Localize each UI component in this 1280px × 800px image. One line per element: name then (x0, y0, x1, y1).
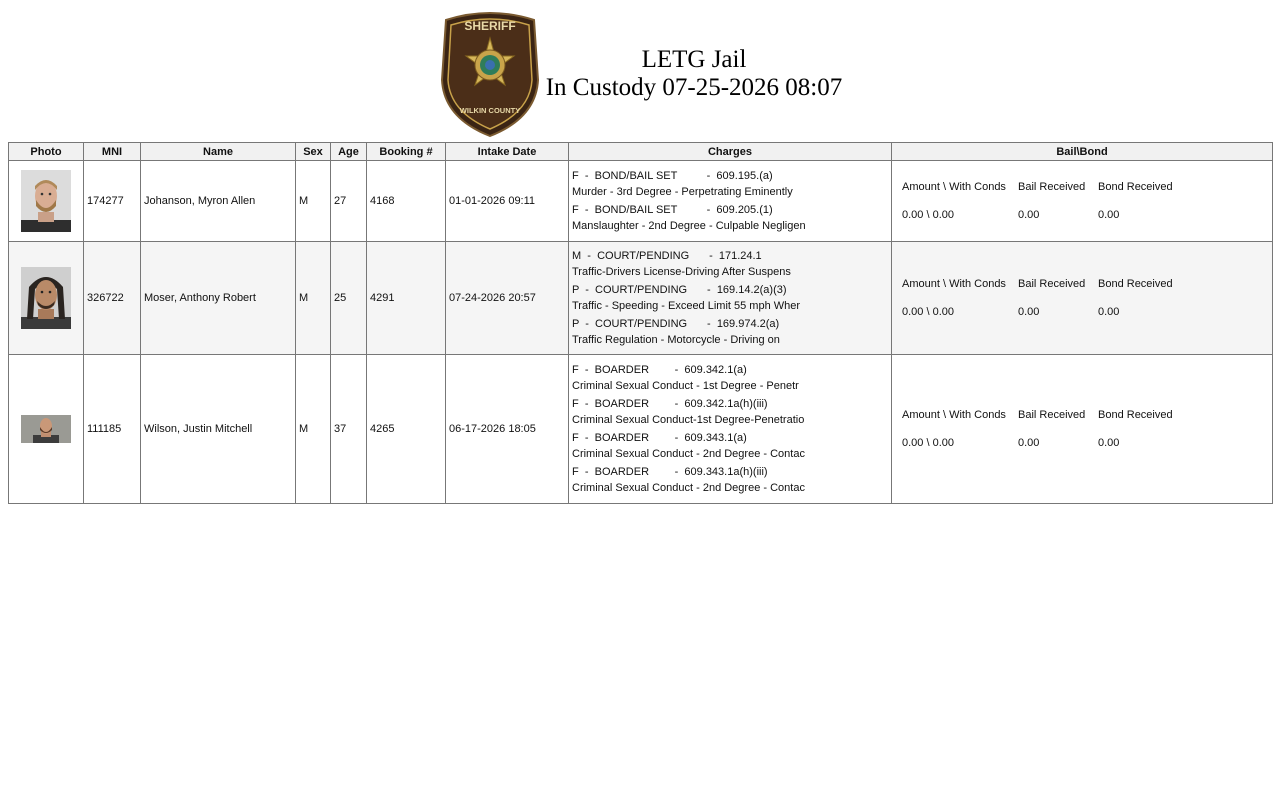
charge-level: M (572, 250, 582, 262)
amount-value: 0.00 \ 0.00 (902, 306, 955, 318)
bond-received-label: Bond Received (1098, 278, 1173, 290)
charges-cell (569, 161, 892, 242)
intake-date-cell: 01-01-2026 09:11 (446, 161, 569, 242)
charge-description: Criminal Sexual Conduct-1st Degree-Penetratio (572, 414, 805, 426)
charge-status: BOARDER (594, 398, 650, 410)
table-header-row (9, 143, 1273, 161)
badge-county-text: WILKIN COUNTY (459, 106, 521, 115)
photo-cell (9, 242, 84, 355)
page-title: LETG Jail (641, 46, 747, 73)
name-cell[interactable]: Johanson, Myron Allen (141, 161, 296, 242)
charge-description: Traffic-Drivers License-Driving After Suspens (572, 266, 791, 278)
charge-status: BOND/BAIL SET (594, 170, 678, 182)
amount-value: 0.00 \ 0.00 (902, 209, 955, 221)
bond-received-value: 0.00 (1098, 306, 1120, 318)
charge-description: Traffic - Speeding - Exceed Limit 55 mph Wher (572, 300, 801, 312)
col-header-photo: Photo (9, 143, 84, 161)
amount-label: Amount \ With Conds (902, 181, 1006, 193)
mni-cell: 174277 (84, 161, 141, 242)
bail-received-label: Bail Received (1018, 409, 1086, 421)
amount: 0.00 (902, 306, 924, 318)
charge-statute: 171.24.1 (718, 250, 762, 262)
booking-cell: 4265 (367, 355, 446, 504)
table-row (9, 161, 1273, 242)
amount: 0.00 (902, 209, 924, 221)
col-header-mni: MNI (84, 143, 141, 161)
page-header (0, 8, 1280, 140)
charge-description: Criminal Sexual Conduct - 2nd Degree - Contac (572, 482, 805, 494)
bail-bond-cell (892, 242, 1273, 355)
charge-statute: 609.343.1(a) (684, 432, 747, 444)
age-cell: 25 (331, 242, 367, 355)
booking-cell: 4168 (367, 161, 446, 242)
charge-level: P (572, 284, 580, 296)
charge-statute: 609.205.(1) (716, 204, 773, 216)
bond-received-label: Bond Received (1098, 409, 1173, 421)
bail-bond-cell (892, 355, 1273, 504)
charge-item: F - BOARDER - 609.343.1(a) Criminal Sexual Conduct - 2nd Degree - Contac (572, 429, 888, 463)
charge-description: Criminal Sexual Conduct - 2nd Degree - Contac (572, 448, 805, 460)
charge-description: Manslaughter - 2nd Degree - Culpable Negligen (572, 220, 806, 232)
charge-status: BOARDER (594, 466, 650, 478)
col-header-name: Name (141, 143, 296, 161)
booking-cell: 4291 (367, 242, 446, 355)
bond-received-value: 0.00 (1098, 437, 1120, 449)
charge-item: F - BOARDER - 609.343.1a(h)(iii) Criminal Sexual Conduct - 2nd Degree - Contac (572, 463, 888, 497)
col-header-booking: Booking # (367, 143, 446, 161)
intake-date-cell: 07-24-2026 20:57 (446, 242, 569, 355)
with-conds: 0.00 (932, 209, 955, 221)
charge-item: P - COURT/PENDING - 169.14.2(a)(3) Traffic - Speeding - Exceed Limit 55 mph Wher (572, 281, 888, 315)
charge-description: Murder - 3rd Degree - Perpetrating Eminently (572, 186, 793, 198)
inmate-photo[interactable] (21, 267, 71, 329)
photo-cell (9, 161, 84, 242)
charge-statute: 609.343.1a(h)(iii) (684, 466, 768, 478)
bail-received-value: 0.00 (1018, 209, 1040, 221)
charges-cell (569, 242, 892, 355)
charges-cell (569, 355, 892, 504)
badge-sheriff-text: SHERIFF (464, 19, 516, 33)
with-conds: 0.00 (932, 437, 955, 449)
charge-item: M - COURT/PENDING - 171.24.1 Traffic-Drivers License-Driving After Suspens (572, 247, 888, 281)
inmate-photo[interactable] (21, 415, 71, 443)
table-row (9, 355, 1273, 504)
age-cell: 27 (331, 161, 367, 242)
charge-level: P (572, 318, 580, 330)
page-subtitle: In Custody 07-25-2026 08:07 (545, 74, 843, 101)
amount: 0.00 (902, 437, 924, 449)
charge-level: F (572, 432, 579, 444)
charge-status: BOARDER (594, 364, 650, 376)
charge-item: P - COURT/PENDING - 169.974.2(a) Traffic Regulation - Motorcycle - Driving on (572, 315, 888, 349)
amount-value: 0.00 \ 0.00 (902, 437, 955, 449)
table-row (9, 242, 1273, 355)
charge-level: F (572, 170, 579, 182)
title-block (544, 46, 844, 102)
photo-cell (9, 355, 84, 504)
charge-description: Traffic Regulation - Motorcycle - Driving on (572, 334, 780, 346)
intake-date-cell: 06-17-2026 18:05 (446, 355, 569, 504)
sex-cell: M (296, 242, 331, 355)
charge-status: COURT/PENDING (595, 284, 688, 296)
with-conds: 0.00 (932, 306, 955, 318)
age-cell: 37 (331, 355, 367, 504)
bond-received-label: Bond Received (1098, 181, 1173, 193)
mni-cell: 326722 (84, 242, 141, 355)
charge-status: COURT/PENDING (595, 318, 688, 330)
bail-received-label: Bail Received (1018, 181, 1086, 193)
amount-label: Amount \ With Conds (902, 409, 1006, 421)
amount-label: Amount \ With Conds (902, 278, 1006, 290)
charge-level: F (572, 204, 579, 216)
col-header-sex: Sex (296, 143, 331, 161)
bail-received-label: Bail Received (1018, 278, 1086, 290)
charge-level: F (572, 364, 579, 376)
charge-statute: 169.974.2(a) (716, 318, 780, 330)
inmate-roster-table (8, 142, 1273, 504)
col-header-age: Age (331, 143, 367, 161)
bail-received-value: 0.00 (1018, 437, 1040, 449)
charge-item: F - BOARDER - 609.342.1(a) Criminal Sexual Conduct - 1st Degree - Penetr (572, 361, 888, 395)
charge-level: F (572, 466, 579, 478)
charge-level: F (572, 398, 579, 410)
charge-status: BOND/BAIL SET (594, 204, 678, 216)
col-header-intake-date: Intake Date (446, 143, 569, 161)
charge-item: F - BOARDER - 609.342.1a(h)(iii) Criminal Sexual Conduct-1st Degree-Penetratio (572, 395, 888, 429)
bail-received-value: 0.00 (1018, 306, 1040, 318)
sex-cell: M (296, 355, 331, 504)
sex-cell: M (296, 161, 331, 242)
charge-status: BOARDER (594, 432, 650, 444)
bail-bond-cell (892, 161, 1273, 242)
charge-statute: 169.14.2(a)(3) (716, 284, 787, 296)
sheriff-badge-logo (440, 10, 540, 138)
charge-statute: 609.342.1(a) (684, 364, 747, 376)
name-cell[interactable]: Wilson, Justin Mitchell (141, 355, 296, 504)
charge-description: Criminal Sexual Conduct - 1st Degree - Penetr (572, 380, 799, 392)
bond-received-value: 0.00 (1098, 209, 1120, 221)
charge-status: COURT/PENDING (597, 250, 690, 262)
charge-statute: 609.195.(a) (716, 170, 773, 182)
charge-item: F - BOND/BAIL SET - 609.195.(a) Murder - 3rd Degree - Perpetrating Eminently (572, 167, 888, 201)
inmate-photo[interactable] (21, 170, 71, 232)
mni-cell: 111185 (84, 355, 141, 504)
col-header-bail-bond: Bail\Bond (892, 143, 1273, 161)
charge-statute: 609.342.1a(h)(iii) (684, 398, 768, 410)
name-cell[interactable]: Moser, Anthony Robert (141, 242, 296, 355)
charge-item: F - BOND/BAIL SET - 609.205.(1) Manslaughter - 2nd Degree - Culpable Negligen (572, 201, 888, 235)
col-header-charges: Charges (569, 143, 892, 161)
